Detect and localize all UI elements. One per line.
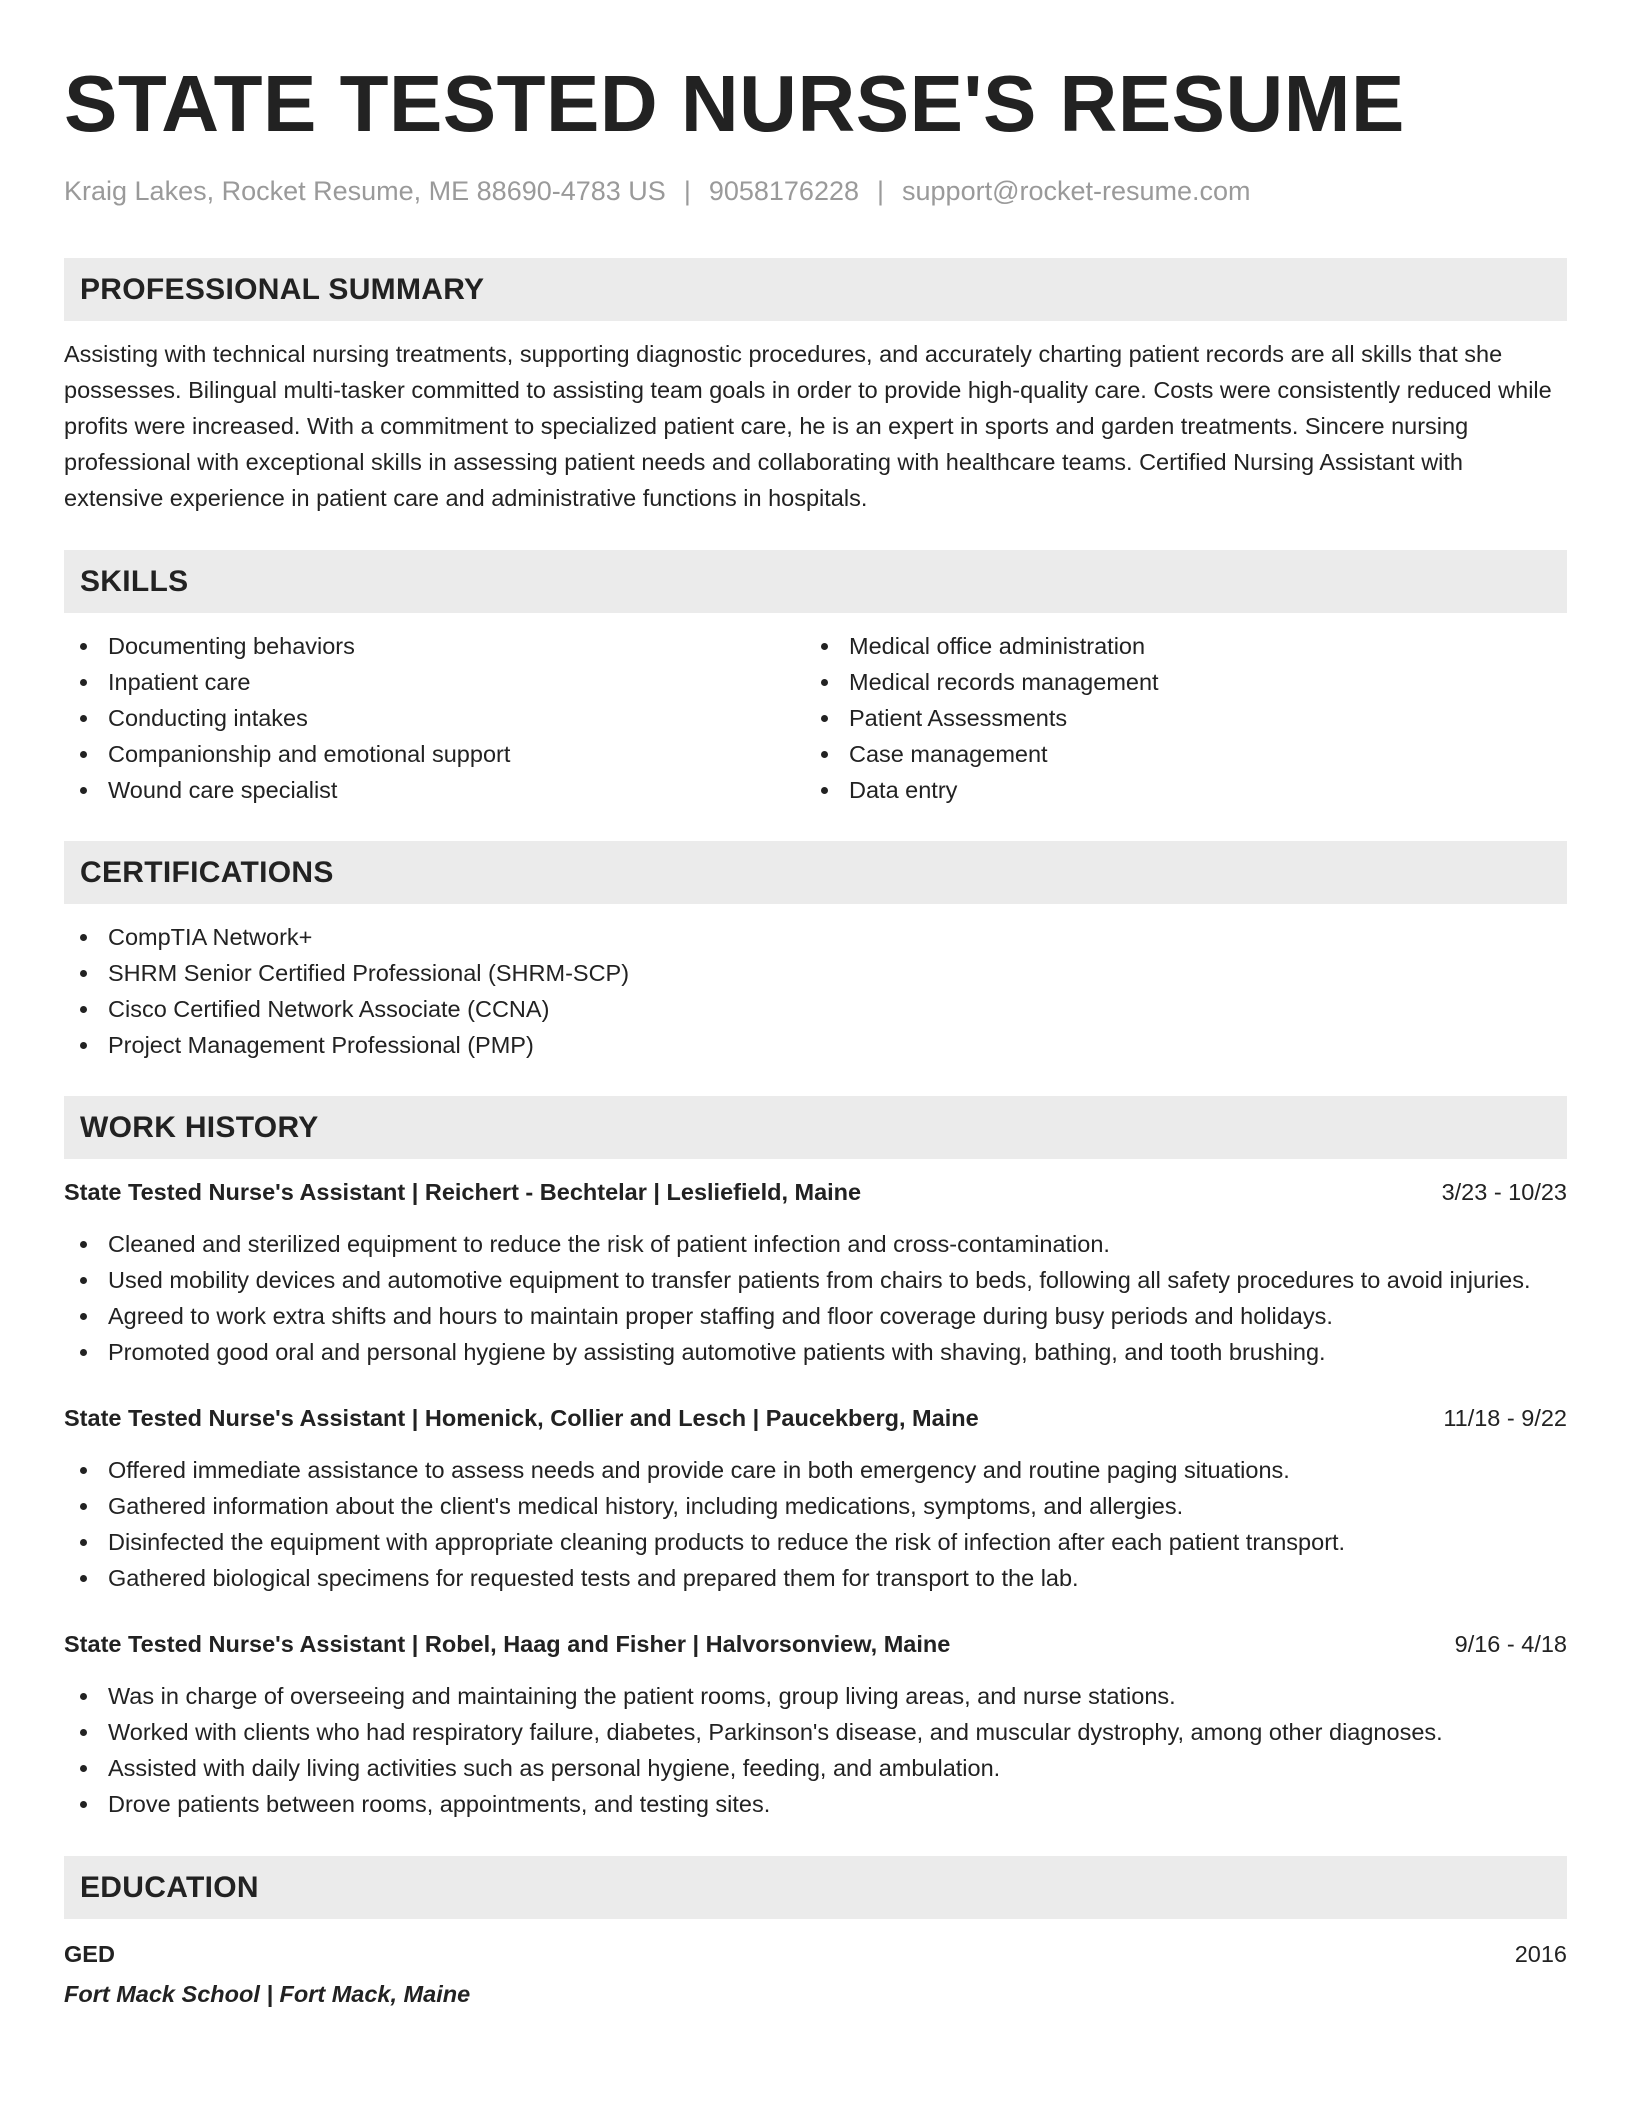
job-bullet: Offered immediate assistance to assess needs and provide care in both emergency and routine paging situations. bbox=[64, 1452, 1567, 1488]
job-bullet: Disinfected the equipment with appropriate cleaning products to reduce the risk of infection after each patient transport. bbox=[64, 1524, 1567, 1560]
skills-list-right bbox=[805, 628, 1546, 808]
section-heading: SKILLS bbox=[64, 550, 1567, 613]
job-bullet: Gathered information about the client's medical history, including medications, symptoms, and allergies. bbox=[64, 1488, 1567, 1524]
job-bullet: Cleaned and sterilized equipment to reduce the risk of patient infection and cross-contamination. bbox=[64, 1226, 1567, 1262]
education-header bbox=[64, 1937, 1567, 1971]
section-heading: CERTIFICATIONS bbox=[64, 841, 1567, 904]
job-dates: 11/18 - 9/22 bbox=[1443, 1405, 1567, 1431]
job-title: State Tested Nurse's Assistant | Reichert - Bechtelar | Lesliefield, Maine bbox=[64, 1179, 862, 1205]
skills-list-left bbox=[64, 628, 805, 808]
job-entry bbox=[64, 1175, 1567, 1370]
certification-item: Project Management Professional (PMP) bbox=[64, 1027, 1567, 1063]
job-title: State Tested Nurse's Assistant | Homenick, Collier and Lesch | Paucekberg, Maine bbox=[64, 1405, 979, 1431]
summary-text: Assisting with technical nursing treatments, supporting diagnostic procedures, and accurately charting patient records are all skills that she possesses. Bilingual multi-tasker committed to assisting team goals in order to provide high-quality care. Costs were consistently reduced while profits were increased. With a commitment to specialized patient care, he is an expert in sports and garden treatments. Sincere nursing professional with exceptional skills in assessing patient needs and collaborating with healthcare teams. Certified Nursing Assistant with extensive experience in patient care and administrative functions in hospitals. bbox=[64, 341, 1552, 511]
job-header bbox=[64, 1627, 1567, 1661]
section-heading: PROFESSIONAL SUMMARY bbox=[64, 258, 1567, 321]
job-header bbox=[64, 1401, 1567, 1435]
job-bullet: Drove patients between rooms, appointments, and testing sites. bbox=[64, 1786, 1567, 1822]
job-bullet: Assisted with daily living activities such as personal hygiene, feeding, and ambulation. bbox=[64, 1750, 1567, 1786]
skill-item: Medical office administration bbox=[805, 628, 1546, 664]
summary-section bbox=[64, 258, 1567, 516]
job-bullets bbox=[64, 1226, 1567, 1370]
job-bullets bbox=[64, 1678, 1567, 1822]
skill-item: Case management bbox=[805, 736, 1546, 772]
contact-separator: | bbox=[683, 176, 691, 206]
skill-item: Medical records management bbox=[805, 664, 1546, 700]
skill-item: Wound care specialist bbox=[64, 772, 805, 808]
job-title: State Tested Nurse's Assistant | Robel, Haag and Fisher | Halvorsonview, Maine bbox=[64, 1631, 951, 1657]
work-history-section bbox=[64, 1096, 1567, 1822]
education-degree: GED bbox=[64, 1941, 115, 1967]
job-bullets bbox=[64, 1452, 1567, 1596]
skill-item: Conducting intakes bbox=[64, 700, 805, 736]
job-bullet: Agreed to work extra shifts and hours to maintain proper staffing and floor coverage during busy periods and holidays. bbox=[64, 1298, 1567, 1334]
job-dates: 9/16 - 4/18 bbox=[1454, 1631, 1567, 1657]
education-school: Fort Mack School | Fort Mack, Maine bbox=[64, 1981, 471, 2007]
resume-page bbox=[64, 56, 1567, 2011]
job-bullet: Worked with clients who had respiratory failure, diabetes, Parkinson's disease, and muscular dystrophy, among other diagnoses. bbox=[64, 1714, 1567, 1750]
skill-item: Documenting behaviors bbox=[64, 628, 805, 664]
skill-item: Inpatient care bbox=[64, 664, 805, 700]
job-dates: 3/23 - 10/23 bbox=[1441, 1179, 1567, 1205]
job-bullet: Used mobility devices and automotive equipment to transfer patients from chairs to beds, following all safety procedures to avoid injuries. bbox=[64, 1262, 1567, 1298]
job-header bbox=[64, 1175, 1567, 1209]
skills-grid bbox=[64, 628, 1567, 808]
job-entry bbox=[64, 1627, 1567, 1822]
contact-separator: | bbox=[877, 176, 885, 206]
job-bullet: Gathered biological specimens for requested tests and prepared them for transport to the lab. bbox=[64, 1560, 1567, 1596]
skill-item: Data entry bbox=[805, 772, 1546, 808]
section-heading: WORK HISTORY bbox=[64, 1096, 1567, 1159]
education-section bbox=[64, 1856, 1567, 2011]
certifications-section bbox=[64, 841, 1567, 1063]
skill-item: Companionship and emotional support bbox=[64, 736, 805, 772]
certification-item: Cisco Certified Network Associate (CCNA) bbox=[64, 991, 1567, 1027]
job-entry bbox=[64, 1401, 1567, 1596]
certifications-list bbox=[64, 919, 1567, 1063]
contact-address: Kraig Lakes, Rocket Resume, ME 88690-4783 US bbox=[64, 176, 666, 206]
contact-phone: 9058176228 bbox=[708, 176, 859, 206]
certification-item: SHRM Senior Certified Professional (SHRM-SCP) bbox=[64, 955, 1567, 991]
resume-title: STATE TESTED NURSE'S RESUME bbox=[64, 59, 1405, 148]
certification-item: CompTIA Network+ bbox=[64, 919, 1567, 955]
job-bullet: Was in charge of overseeing and maintaining the patient rooms, group living areas, and nurse stations. bbox=[64, 1678, 1567, 1714]
skill-item: Patient Assessments bbox=[805, 700, 1546, 736]
contact-line bbox=[64, 174, 1567, 208]
education-year: 2016 bbox=[1514, 1941, 1567, 1967]
contact-email: support@rocket-resume.com bbox=[902, 176, 1251, 206]
skills-section bbox=[64, 550, 1567, 808]
section-heading: EDUCATION bbox=[64, 1856, 1567, 1919]
job-bullet: Promoted good oral and personal hygiene by assisting automotive patients with shaving, bathing, and tooth brushing. bbox=[64, 1334, 1567, 1370]
